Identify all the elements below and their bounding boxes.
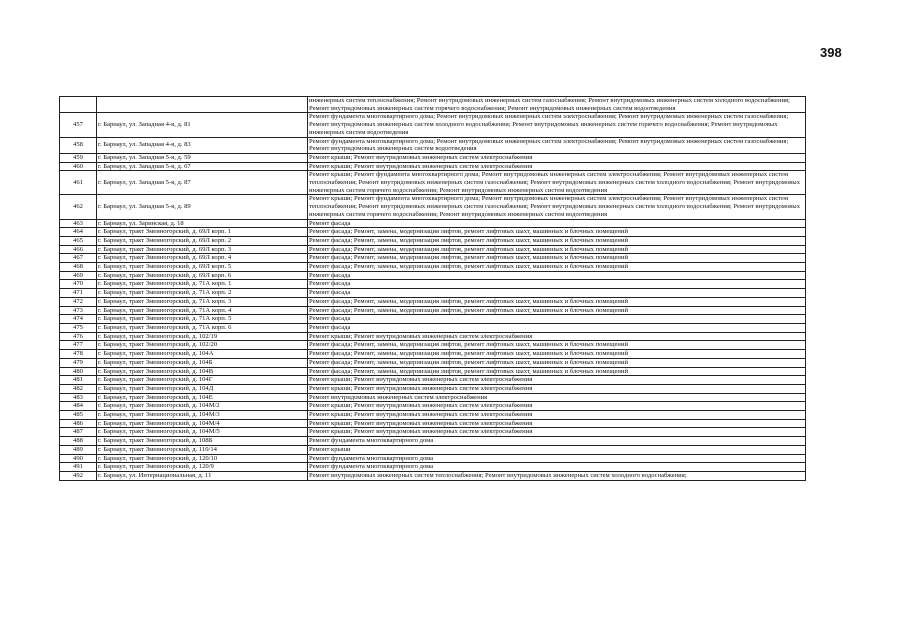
- row-works: Ремонт фасада; Ремонт, замена, модернизация лифтов, ремонт лифтовых шахт, машинных и блочных помещений: [308, 228, 806, 237]
- row-address: г. Барнаул, тракт Змеиногорский, д. 69Л корп. 5: [97, 263, 308, 272]
- row-works: Ремонт фасада; Ремонт, замена, модернизация лифтов, ремонт лифтовых шахт, машинных и блочных помещений: [308, 254, 806, 263]
- row-number: 457: [60, 113, 97, 137]
- row-address: г. Барнаул, тракт Змеиногорский, д. 71А корп. 5: [97, 315, 308, 324]
- row-works: Ремонт фундамента многоквартирного дома: [308, 454, 806, 463]
- row-address: г. Барнаул, тракт Змеиногорский, д. 120/9: [97, 463, 308, 472]
- row-address: г. Барнаул, ул. Западная 5-я, д. 67: [97, 162, 308, 171]
- row-works: Ремонт фасада: [308, 323, 806, 332]
- row-address: г. Барнаул, тракт Змеиногорский, д. 120/10: [97, 454, 308, 463]
- table-row: [60, 236, 806, 245]
- table-row: [60, 97, 806, 113]
- row-works: Ремонт крыши; Ремонт фундамента многоквартирного дома; Ремонт внутридомовых инженерных систем электроснабжения; Ремонт внутридомовых инженерных систем теплоснабжения; Ремонт внутридомовых инженерных систем газоснабжения; Ремонт внутридомовых инженерных систем холодного водоснабжения; Ремонт внутридомовых инженерных систем горячего водоснабжения; Ремонт внутридомовых инженерных систем водоотведения: [308, 195, 806, 219]
- row-address: г. Барнаул, тракт Змеиногорский, д. 71А корп. 6: [97, 323, 308, 332]
- table-row: [60, 358, 806, 367]
- row-number: [60, 97, 97, 113]
- row-works: Ремонт фасада; Ремонт, замена, модернизация лифтов, ремонт лифтовых шахт, машинных и блочных помещений: [308, 236, 806, 245]
- table-row: [60, 315, 806, 324]
- row-number: 488: [60, 437, 97, 446]
- row-works: Ремонт крыши; Ремонт внутридомовых инженерных систем электроснабжения: [308, 419, 806, 428]
- row-address: г. Барнаул, тракт Змеиногорский, д. 110/14: [97, 445, 308, 454]
- row-address: г. Барнаул, тракт Змеиногорский, д. 69Л корп. 6: [97, 271, 308, 280]
- row-address: г. Барнаул, ул. Интернациональная, д. 11: [97, 471, 308, 480]
- row-works: Ремонт фасада; Ремонт, замена, модернизация лифтов, ремонт лифтовых шахт, машинных и блочных помещений: [308, 263, 806, 272]
- row-address: г. Барнаул, тракт Змеиногорский, д. 102/20: [97, 341, 308, 350]
- row-works: Ремонт фасада; Ремонт, замена, модернизация лифтов, ремонт лифтовых шахт, машинных и блочных помещений: [308, 245, 806, 254]
- row-number: 459: [60, 153, 97, 162]
- row-number: 489: [60, 445, 97, 454]
- table-row: [60, 402, 806, 411]
- row-number: 491: [60, 463, 97, 472]
- row-address: г. Барнаул, тракт Змеиногорский, д. 104В: [97, 367, 308, 376]
- row-works: Ремонт фундамента многоквартирного дома; Ремонт внутридомовых инженерных систем электроснабжения; Ремонт внутридомовых инженерных систем газоснабжения; Ремонт внутридомовых инженерных систем холодного водоснабжения; Ремонт внутридомовых инженерных систем горячего водоснабжения; Ремонт внутридомовых инженерных систем водоотведения: [308, 113, 806, 137]
- table-row: [60, 245, 806, 254]
- table-row: [60, 454, 806, 463]
- row-address: г. Барнаул, тракт Змеиногорский, д. 104М/4: [97, 419, 308, 428]
- row-works: Ремонт фасада; Ремонт, замена, модернизация лифтов, ремонт лифтовых шахт, машинных и блочных помещений: [308, 341, 806, 350]
- row-works: Ремонт крыши: [308, 445, 806, 454]
- table-row: [60, 428, 806, 437]
- row-works: Ремонт фундамента многоквартирного дома: [308, 463, 806, 472]
- row-works: Ремонт фасада: [308, 315, 806, 324]
- table-row: [60, 341, 806, 350]
- row-number: 485: [60, 411, 97, 420]
- row-address: г. Барнаул, тракт Змеиногорский, д. 104Д: [97, 384, 308, 393]
- row-works: Ремонт крыши; Ремонт внутридомовых инженерных систем электроснабжения: [308, 428, 806, 437]
- table-row: [60, 411, 806, 420]
- table-row: [60, 195, 806, 219]
- row-works: Ремонт крыши; Ремонт внутридомовых инженерных систем электроснабжения: [308, 402, 806, 411]
- table-row: [60, 153, 806, 162]
- row-address: г. Барнаул, тракт Змеиногорский, д. 104Г: [97, 376, 308, 385]
- row-number: 458: [60, 137, 97, 153]
- table-row: [60, 376, 806, 385]
- row-number: 468: [60, 263, 97, 272]
- row-number: 463: [60, 219, 97, 228]
- row-address: г. Барнаул, тракт Змеиногорский, д. 69Л корп. 4: [97, 254, 308, 263]
- row-number: 464: [60, 228, 97, 237]
- table-row: [60, 113, 806, 137]
- row-number: 472: [60, 297, 97, 306]
- table-row: [60, 228, 806, 237]
- row-number: 481: [60, 376, 97, 385]
- row-works: Ремонт крыши; Ремонт внутридомовых инженерных систем электроснабжения: [308, 162, 806, 171]
- row-number: 484: [60, 402, 97, 411]
- row-address: г. Барнаул, ул. Западная 5-я, д. 59: [97, 153, 308, 162]
- row-address: г. Барнаул, тракт Змеиногорский, д. 71А корп. 3: [97, 297, 308, 306]
- row-works: Ремонт крыши; Ремонт внутридомовых инженерных систем электроснабжения: [308, 153, 806, 162]
- row-number: 465: [60, 236, 97, 245]
- table-row: [60, 367, 806, 376]
- row-number: 477: [60, 341, 97, 350]
- table-row: [60, 384, 806, 393]
- row-works: Ремонт фасада; Ремонт, замена, модернизация лифтов, ремонт лифтовых шахт, машинных и блочных помещений: [308, 350, 806, 359]
- row-number: 466: [60, 245, 97, 254]
- row-works: Ремонт крыши; Ремонт внутридомовых инженерных систем электроснабжения: [308, 332, 806, 341]
- row-address: г. Барнаул, ул. Заринская, д. 18: [97, 219, 308, 228]
- row-number: 462: [60, 195, 97, 219]
- row-number: 478: [60, 350, 97, 359]
- row-number: 460: [60, 162, 97, 171]
- table-row: [60, 297, 806, 306]
- row-number: 476: [60, 332, 97, 341]
- table-row: [60, 254, 806, 263]
- table-row: [60, 323, 806, 332]
- row-works: Ремонт крыши; Ремонт фундамента многоквартирного дома; Ремонт внутридомовых инженерных систем электроснабжения; Ремонт внутридомовых инженерных систем теплоснабжения; Ремонт внутридомовых инженерных систем газоснабжения; Ремонт внутридомовых инженерных систем холодного водоснабжения; Ремонт внутридомовых инженерных систем горячего водоснабжения; Ремонт внутридомовых инженерных систем водоотведения: [308, 171, 806, 195]
- row-address: г. Барнаул, тракт Змеиногорский, д. 108Б: [97, 437, 308, 446]
- table-row: [60, 332, 806, 341]
- row-works: Ремонт фасада; Ремонт, замена, модернизация лифтов, ремонт лифтовых шахт, машинных и блочных помещений: [308, 306, 806, 315]
- row-address: г. Барнаул, ул. Западная 4-я, д. 81: [97, 113, 308, 137]
- row-works: Ремонт фасада; Ремонт, замена, модернизация лифтов, ремонт лифтовых шахт, машинных и блочных помещений: [308, 367, 806, 376]
- row-number: 461: [60, 171, 97, 195]
- table-row: [60, 280, 806, 289]
- row-works: Ремонт фасада: [308, 219, 806, 228]
- row-works: Ремонт фасада: [308, 280, 806, 289]
- row-number: 482: [60, 384, 97, 393]
- table-row: [60, 350, 806, 359]
- table-row: [60, 171, 806, 195]
- table-row: [60, 271, 806, 280]
- row-number: 467: [60, 254, 97, 263]
- table-row: [60, 393, 806, 402]
- row-number: 479: [60, 358, 97, 367]
- row-works: инженерных систем теплоснабжения; Ремонт внутридомовых инженерных систем газоснабжения; Ремонт внутридомовых инженерных систем холодного водоснабжения; Ремонт внутридомовых инженерных систем горячего водоснабжения; Ремонт внутридомовых инженерных систем водоотведения: [308, 97, 806, 113]
- table-row: [60, 445, 806, 454]
- row-works: Ремонт фасада: [308, 271, 806, 280]
- row-number: 483: [60, 393, 97, 402]
- row-works: Ремонт внутридомовых инженерных систем теплоснабжения; Ремонт внутридомовых инженерных систем холодного водоснабжения;: [308, 471, 806, 480]
- table-body: [60, 97, 806, 481]
- table-row: [60, 263, 806, 272]
- row-works: Ремонт фундамента многоквартирного дома: [308, 437, 806, 446]
- row-address: г. Барнаул, тракт Змеиногорский, д. 104М/5: [97, 428, 308, 437]
- row-address: [97, 97, 308, 113]
- row-address: г. Барнаул, ул. Западная 5-я, д. 87: [97, 171, 308, 195]
- table-row: [60, 306, 806, 315]
- table-row: [60, 419, 806, 428]
- row-address: г. Барнаул, тракт Змеиногорский, д. 69Л корп. 2: [97, 236, 308, 245]
- repair-works-table: [59, 96, 806, 481]
- row-works: Ремонт фасада; Ремонт, замена, модернизация лифтов, ремонт лифтовых шахт, машинных и блочных помещений: [308, 358, 806, 367]
- row-number: 480: [60, 367, 97, 376]
- row-works: Ремонт внутридомовых инженерных систем электроснабжения: [308, 393, 806, 402]
- table-row: [60, 471, 806, 480]
- row-works: Ремонт крыши; Ремонт внутридомовых инженерных систем электроснабжения: [308, 384, 806, 393]
- row-number: 487: [60, 428, 97, 437]
- row-address: г. Барнаул, тракт Змеиногорский, д. 104А: [97, 350, 308, 359]
- row-address: г. Барнаул, тракт Змеиногорский, д. 69Л корп. 1: [97, 228, 308, 237]
- table-row: [60, 137, 806, 153]
- row-address: г. Барнаул, ул. Западная 4-я, д. 83: [97, 137, 308, 153]
- row-number: 474: [60, 315, 97, 324]
- row-works: Ремонт крыши; Ремонт внутридомовых инженерных систем электроснабжения: [308, 376, 806, 385]
- row-number: 492: [60, 471, 97, 480]
- row-works: Ремонт фасада: [308, 289, 806, 298]
- row-number: 475: [60, 323, 97, 332]
- row-address: г. Барнаул, тракт Змеиногорский, д. 71А корп. 2: [97, 289, 308, 298]
- row-number: 473: [60, 306, 97, 315]
- table-row: [60, 463, 806, 472]
- row-works: Ремонт фасада; Ремонт, замена, модернизация лифтов, ремонт лифтовых шахт, машинных и блочных помещений: [308, 297, 806, 306]
- row-number: 470: [60, 280, 97, 289]
- row-number: 490: [60, 454, 97, 463]
- table-row: [60, 219, 806, 228]
- table-row: [60, 437, 806, 446]
- row-address: г. Барнаул, тракт Змеиногорский, д. 69Л корп. 3: [97, 245, 308, 254]
- row-number: 471: [60, 289, 97, 298]
- table-row: [60, 289, 806, 298]
- table-row: [60, 162, 806, 171]
- row-works: Ремонт крыши; Ремонт внутридомовых инженерных систем электроснабжения: [308, 411, 806, 420]
- row-address: г. Барнаул, тракт Змеиногорский, д. 104М/2: [97, 402, 308, 411]
- row-works: Ремонт фундамента многоквартирного дома; Ремонт внутридомовых инженерных систем электроснабжения; Ремонт внутридомовых инженерных систем газоснабжения; Ремонт внутридомовых инженерных систем водоотведения: [308, 137, 806, 153]
- row-address: г. Барнаул, тракт Змеиногорский, д. 104Б: [97, 358, 308, 367]
- row-address: г. Барнаул, тракт Змеиногорский, д. 104М/3: [97, 411, 308, 420]
- row-address: г. Барнаул, тракт Змеиногорский, д. 71А корп. 1: [97, 280, 308, 289]
- row-number: 486: [60, 419, 97, 428]
- row-number: 469: [60, 271, 97, 280]
- row-address: г. Барнаул, тракт Змеиногорский, д. 104Е: [97, 393, 308, 402]
- row-address: г. Барнаул, ул. Западная 5-я, д. 89: [97, 195, 308, 219]
- row-address: г. Барнаул, тракт Змеиногорский, д. 71А корп. 4: [97, 306, 308, 315]
- page-number: 398: [820, 45, 842, 60]
- row-address: г. Барнаул, тракт Змеиногорский, д. 102/19: [97, 332, 308, 341]
